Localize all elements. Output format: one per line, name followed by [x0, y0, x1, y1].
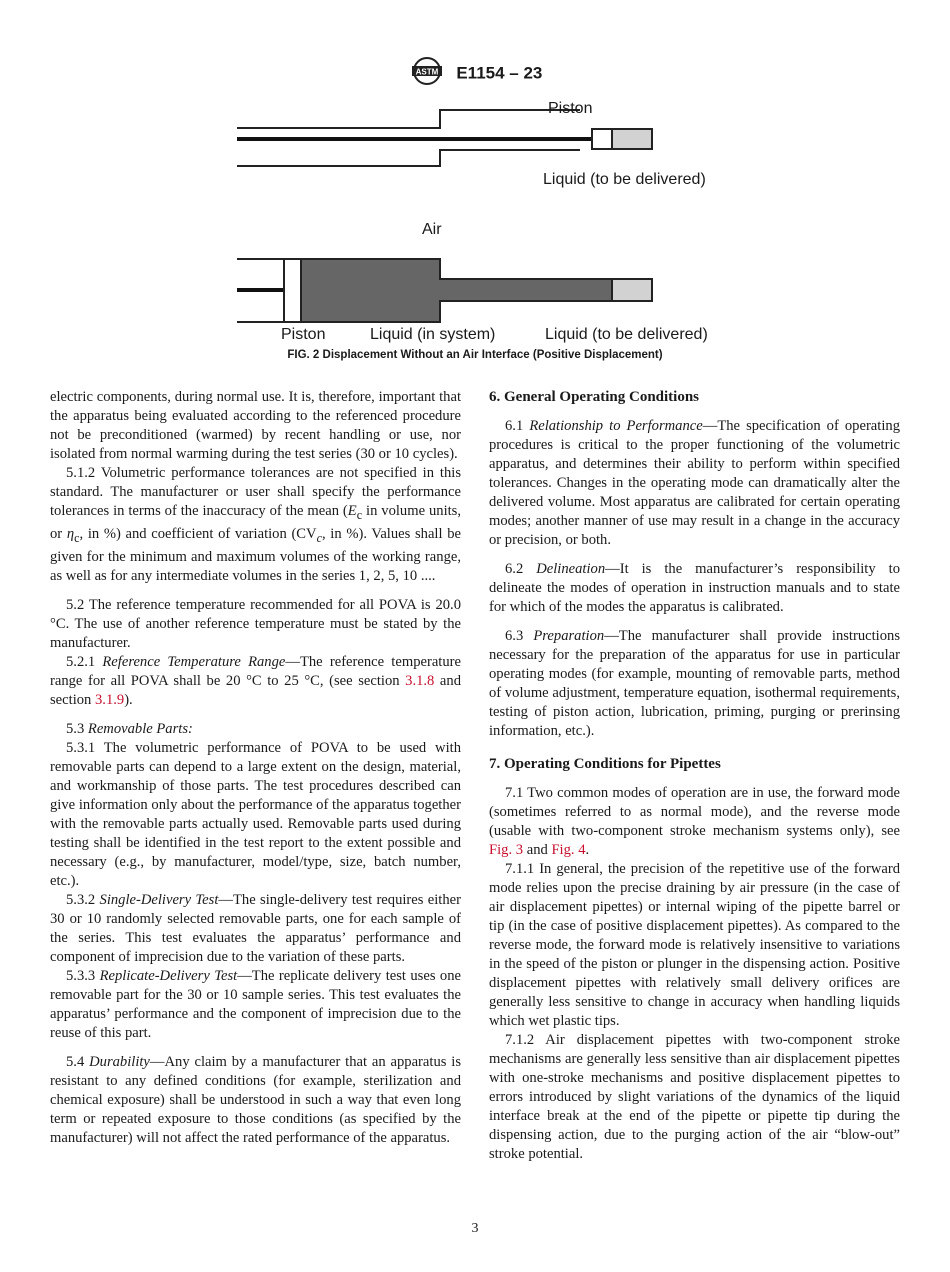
section-5-3: 5.3 Removable Parts:: [66, 720, 193, 737]
bottom-piston-head: [284, 259, 301, 322]
figure-caption: FIG. 2 Displacement Without an Air Interface (Positive Displacement): [287, 349, 663, 361]
fig-3-link[interactable]: Fig. 3: [489, 842, 524, 858]
section-5-2-1: 5.2.1 Reference Temperature Range—The reference temperature range for all POVA shall be 20 °C to 25 °C, (see section 3.1.8 and section 3.1.9).: [50, 653, 461, 708]
figure-2-diagram: [0, 0, 950, 350]
bottom-liquid-label: Liquid (to be delivered): [545, 326, 708, 343]
section-6-3: 6.3 Preparation—The manufacturer shall provide instructions necessary for the preparation of the apparatus for use in particular operating modes (for example, mounting of removable parts, method of volume adjustment, temperature equation, isothermal requirements, testing of piston action, lubrication, priming, purging or prerinsing information, etc.).: [489, 628, 900, 739]
top-pipette: [237, 100, 706, 188]
system-liquid: [301, 259, 612, 322]
section-7-heading: 7. Operating Conditions for Pipettes: [489, 756, 721, 772]
section-5-2: 5.2 The reference temperature recommended for all POVA is 20.0 °C. The use of another reference temperature must be stated by the manufacturer.: [50, 596, 461, 651]
section-6-1: 6.1 Relationship to Performance—The specification of operating procedures is critical to the proper functioning of the volumetric apparatus, and determines their ability to perform within specified tolerances. Changes in the operating mode can dramatically alter the delivered volume. Most apparatus are calibrated for certain operating modes; another manner of use may result in a change in the accuracy or precision, or both.: [489, 418, 900, 548]
bottom-delivered-liquid: [612, 279, 652, 301]
section-6-heading: 6. General Operating Conditions: [489, 389, 700, 405]
section-6-2: 6.2 Delineation—It is the manufacturer’s responsibility to delineate the modes of operation in instruction manuals and to state for which of the modes the apparatus is calibrated.: [489, 561, 900, 615]
section-7-1-1: 7.1.1 In general, the precision of the repetitive use of the forward mode relies upon the precise draining by air pressure (in the case of air displacement pipettes) or internal wiping of the pipette barrel or tip (in the case of positive displacement pipettes). As compared to the reverse mode, the forward mode is relatively insensitive to variations in the speed of the piston or plunger in the dispensing action. Positive displacement pipettes with relatively small delivery orifices are generally less sensitive to change in accuracy when handling liquids which wet plastic tips.: [489, 861, 900, 1029]
top-barrel-upper-wall: [237, 110, 580, 128]
bottom-piston-label: Piston: [281, 326, 326, 343]
section-5-4: 5.4 Durability—Any claim by a manufacturer that an apparatus is resistant to any defined conditions (for example, sterilization and chemical exposure) shall be understood in such a way that even long term or repeated exposure to those conditions (as specified by the manufacturer) will not affect the rated performance of the apparatus.: [50, 1053, 462, 1146]
paragraph-continued: electric components, during normal use. It is, therefore, important that the apparatus being evaluated according to the referenced procedure not be preconditioned (warmed) by recent handling or use, nor isolated from normal warming during the test series (30 or 10 cycles).: [50, 389, 461, 462]
air-label: Air: [422, 221, 442, 238]
top-barrel-lower-wall: [237, 150, 580, 166]
top-piston-head: [592, 129, 612, 149]
section-5-3-1: 5.3.1 The volumetric performance of POVA to be used with removable parts can depend to a large extent on the design, material, and workmanship of those parts. The test procedures described can give information only about the performance of the apparatus together with the removable parts actually used. Removable parts used during testing shall be identified in the test report to the extent possible and necessary (e.g., by manufacturer, model/type, size, batch number, etc.).: [50, 739, 461, 889]
section-5-1-2: 5.1.2 Volumetric performance tolerances are not specified in this standard. The manufacturer or user shall specify the performance tolerances in terms of the inaccuracy of the mean ($E_c$ in volume units, or $\eta_c$, in %) and coefficient of variation ($CV_c$, in %). Values shall be given for the minimum and maximum volumes of the working range, as well as for any intermediate volumes in the series 1, 2, 5, 10 ....: [50, 465, 462, 584]
section-7-1-2: 7.1.2 Air displacement pipettes with two-component stroke mechanisms are generally less sensitive than air displacement pipettes with one-stroke mechanisms and positive displacement pipettes to errors introduced by slight variations of the dynamics of the liquid interface break at the end of the pipette or pipette tip during the dispensing action, due to the purging action of the air “blow-out” stroke potential.: [489, 1032, 900, 1162]
standard-designation: E1154 – 23: [456, 63, 543, 83]
top-delivered-liquid: [612, 129, 652, 149]
top-liquid-label: Liquid (to be delivered): [543, 171, 706, 188]
page-number: 3: [471, 1221, 479, 1236]
section-3-1-8-link[interactable]: 3.1.8: [405, 672, 435, 689]
fig-4-link[interactable]: Fig. 4: [551, 842, 586, 858]
right-column: [489, 388, 900, 1164]
section-3-1-9-link[interactable]: 3.1.9: [95, 691, 125, 708]
svg-text:ASTM: ASTM: [415, 67, 438, 77]
section-5-3-3: 5.3.3 Replicate-Delivery Test—The replicate delivery test uses one removable part for the 30 or 10 sample series. This test evaluates the apparatus’ performance and the component of imprecision due to the reuse of this part.: [50, 967, 461, 1041]
bottom-pipette: [237, 259, 708, 343]
section-5-3-2: 5.3.2 Single-Delivery Test—The single-delivery test requires either 30 or 10 randomly selected removable parts, one for each sample of the series. This test evaluates the apparatus’ performance and component of imprecision due to the variation of these parts.: [50, 891, 461, 965]
top-piston-label: Piston: [548, 100, 593, 117]
section-7-1: 7.1 Two common modes of operation are in use, the forward mode (sometimes referred to as normal mode), and the reverse mode (usable with two-component stroke mechanism systems only), see Fig. 3 and Fig. 4.: [489, 785, 900, 858]
left-column: [50, 388, 461, 1148]
liquid-in-system-label: Liquid (in system): [370, 326, 496, 343]
